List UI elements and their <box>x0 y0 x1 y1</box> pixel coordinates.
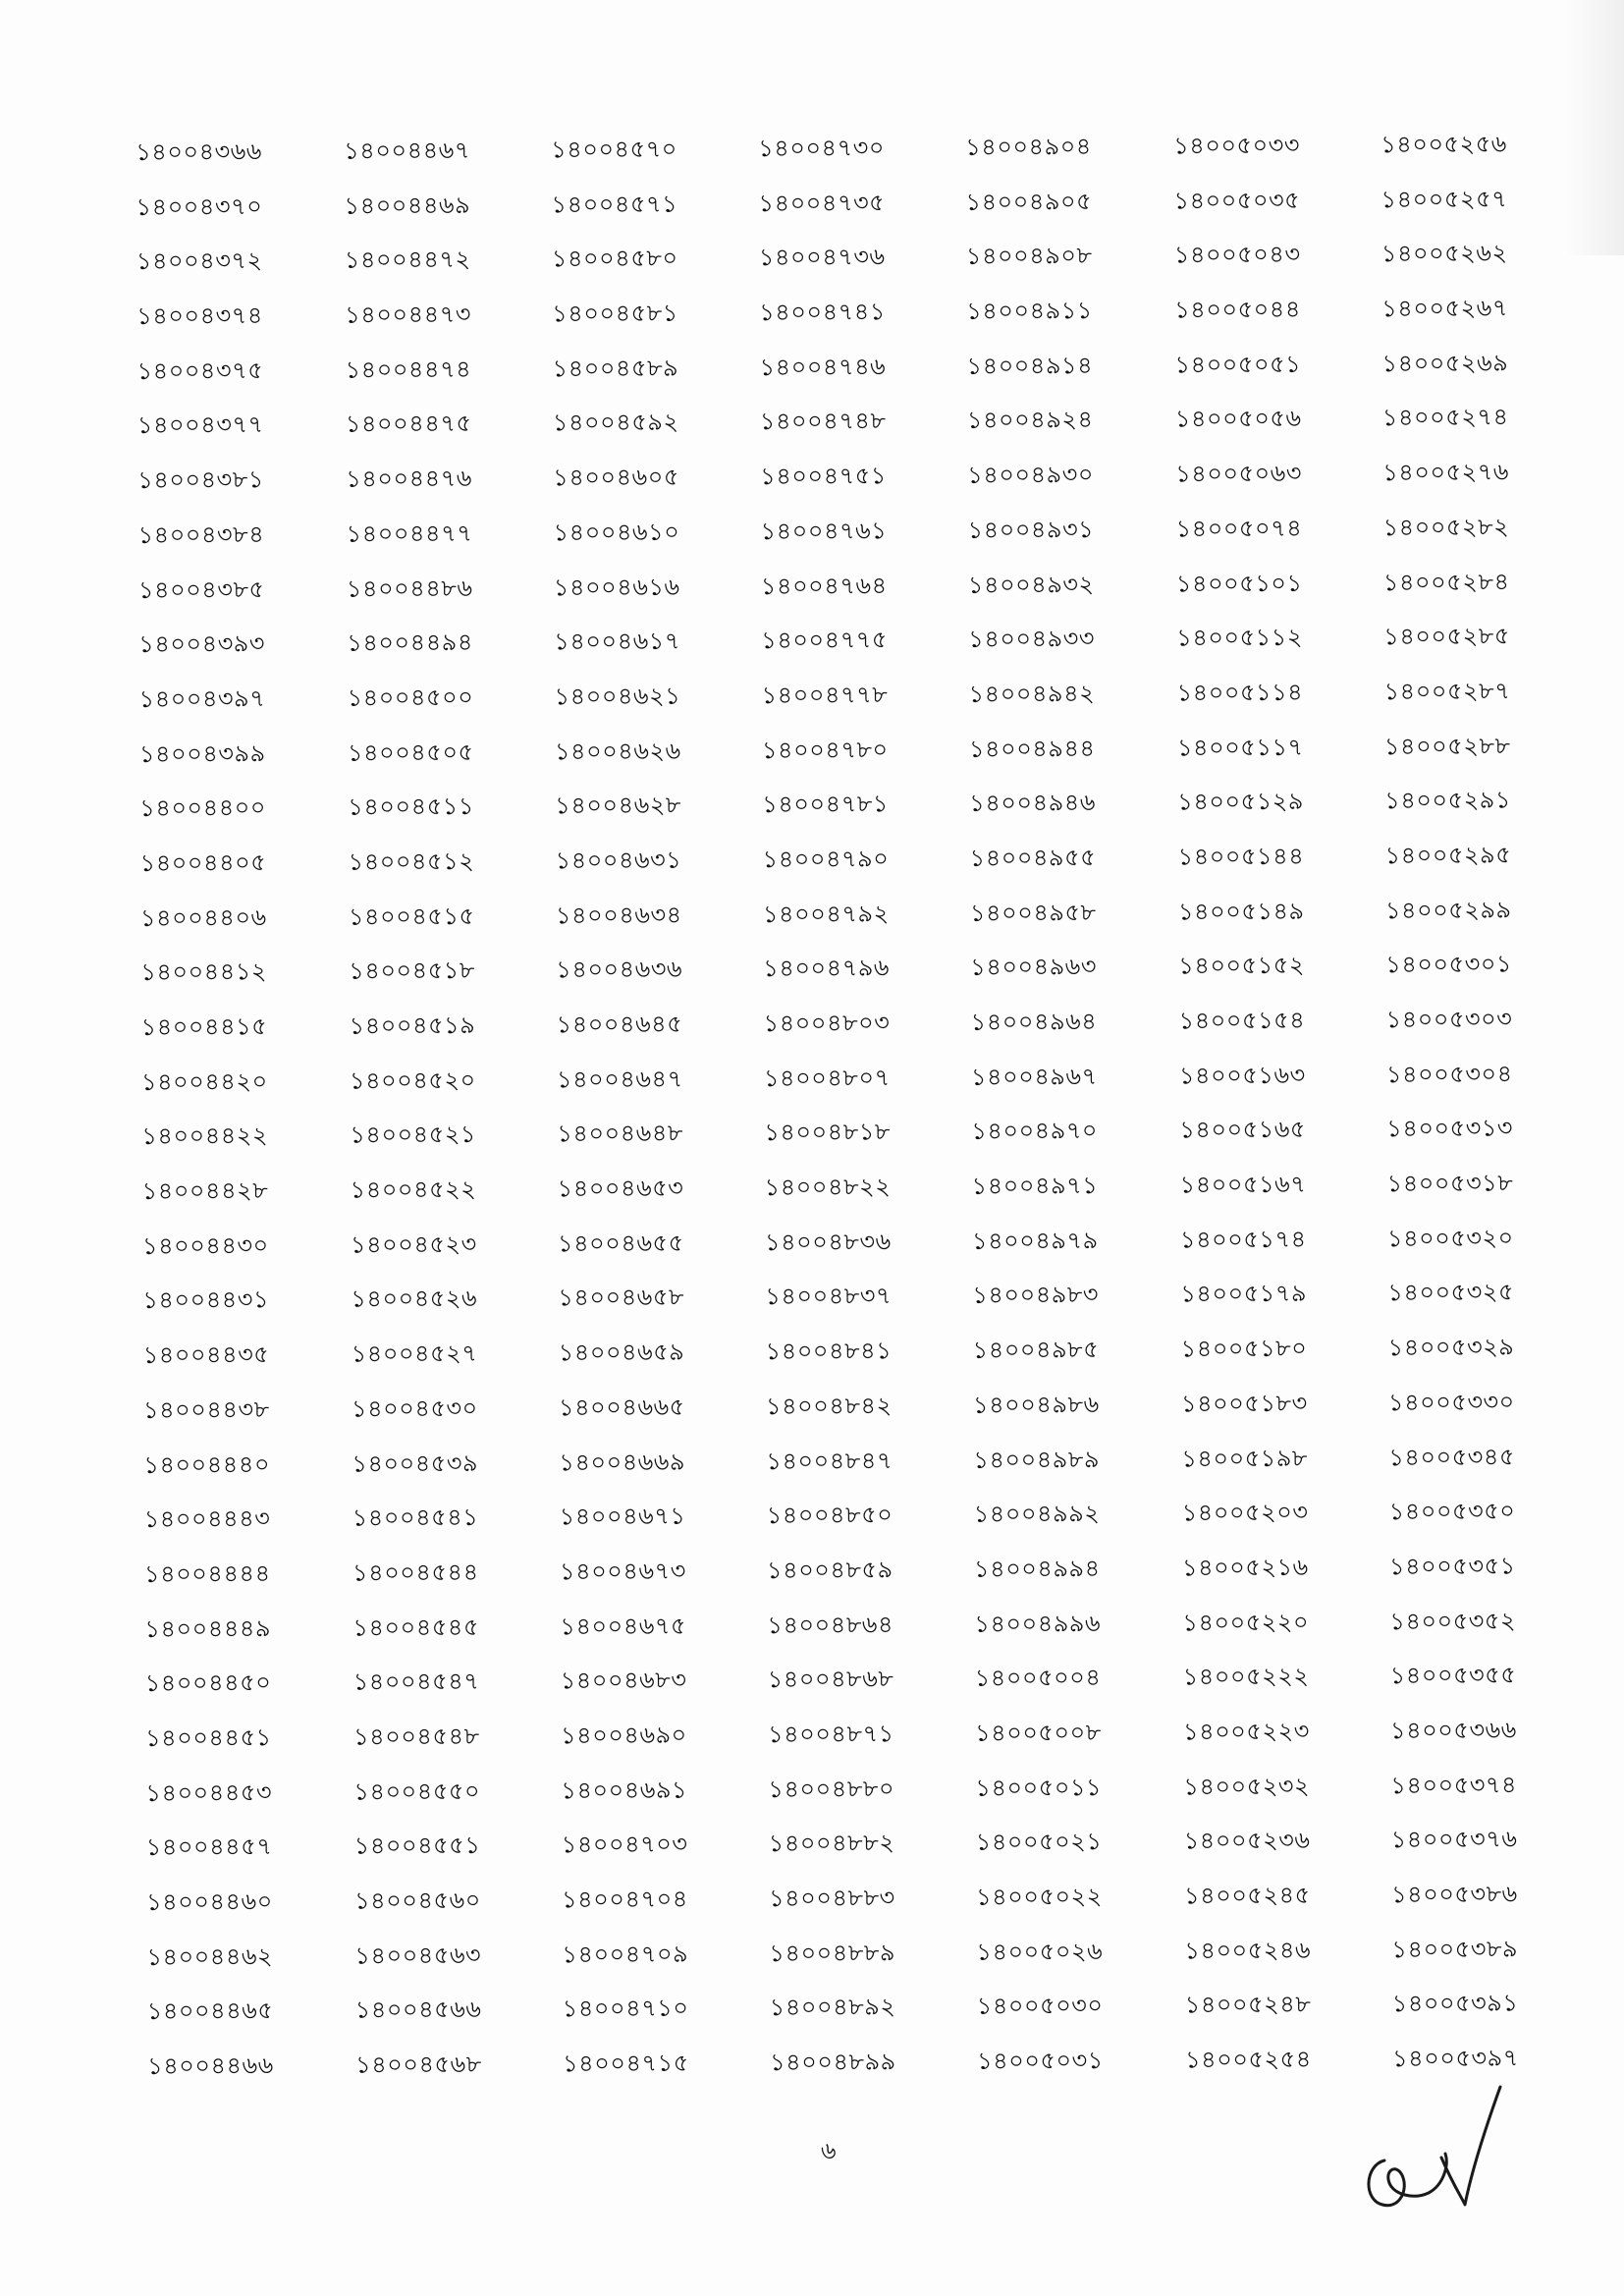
roll-number: ১৪০০৪৭৪৮ <box>759 407 887 436</box>
roll-number: ১৪০০৪৯৯৬ <box>974 1609 1102 1638</box>
roll-number: ১৪০০৪৫১৮ <box>349 957 476 986</box>
roll-number: ১৪০০৪৬২৮ <box>555 791 682 820</box>
roll-number: ১৪০০৪৯০৫ <box>965 187 1093 216</box>
roll-number: ১৪০০৪৪১২ <box>140 957 268 987</box>
roll-number: ১৪০০৪৪৬০ <box>145 1887 273 1916</box>
roll-number: ১৪০০৪৩৬৬ <box>135 137 262 166</box>
roll-number: ১৪০০৫২৫৬ <box>1380 130 1507 159</box>
roll-number: ১৪০০৪৪৪৯ <box>144 1613 272 1643</box>
roll-number: ১৪০০৫১৭৯ <box>1180 1280 1308 1308</box>
roll-number: ১৪০০৫০৩৩ <box>1173 131 1300 160</box>
roll-number: ১৪০০৪৬৫৯ <box>558 1338 685 1367</box>
roll-number: ১৪০০৪৪৭৫ <box>345 410 472 439</box>
roll-number: ১৪০০৪৯০৪ <box>965 133 1092 161</box>
roll-number: ১৪০০৫২৩২ <box>1183 1772 1311 1801</box>
roll-number: ১৪০০৪৯৭০ <box>971 1117 1099 1146</box>
roll-number: ১৪০০৪৯৭৯ <box>971 1226 1099 1255</box>
roll-number: ১৪০০৫৩৭৬ <box>1390 1825 1518 1854</box>
roll-number: ১৪০০৪৬১৬ <box>553 573 680 601</box>
roll-number: ১৪০০৪৮৪২ <box>765 1392 893 1420</box>
roll-number: ১৪০০৪৫৬০ <box>353 1886 481 1915</box>
roll-number: ১৪০০৪৩৯৯ <box>138 738 266 768</box>
roll-number: ১৪০০৪৫৪১ <box>352 1503 479 1532</box>
roll-number: ১৪০০৪৬১০ <box>553 518 680 547</box>
roll-number: ১৪০০৪৫২০ <box>349 1066 476 1095</box>
roll-number: ১৪০০৪৯৫৫ <box>969 843 1097 872</box>
roll-number: ১৪০০৪৪৭২ <box>344 246 471 275</box>
roll-column-7 <box>1380 117 1589 2087</box>
roll-number: ১৪০০৫০০৮ <box>974 1718 1102 1747</box>
roll-number: ১৪০০৪৮৮৯ <box>769 1938 896 1967</box>
roll-number: ১৪০০৪৩৭২ <box>135 246 263 276</box>
roll-number: ১৪০০৪৬৫৫ <box>557 1229 684 1258</box>
roll-column-1 <box>135 125 344 2095</box>
roll-number: ১৪০০৫৩৫০ <box>1388 1497 1516 1526</box>
roll-number: ১৪০০৪৯৮৯ <box>973 1445 1101 1474</box>
roll-number: ১৪০০৫১৬৭ <box>1179 1170 1307 1199</box>
roll-number: ১৪০০৪৫৪৫ <box>352 1613 480 1642</box>
roll-number: ১৪০০৪৭০৩ <box>561 1830 688 1859</box>
roll-number: ১৪০০৪৪০৫ <box>139 848 267 877</box>
roll-number: ১৪০০৫১২৯ <box>1177 787 1304 816</box>
roll-number: ১৪০০৪৬৩৪ <box>555 901 682 930</box>
roll-number: ১৪০০৫৩৪৫ <box>1388 1442 1516 1471</box>
roll-number: ১৪০০৪৫২৭ <box>351 1339 478 1368</box>
roll-number: ১৪০০৪৩৮৪ <box>137 520 265 549</box>
roll-number: ১৪০০৪৯৮৩ <box>972 1281 1100 1310</box>
roll-number: ১৪০০৪৫৪৪ <box>352 1558 479 1587</box>
roll-number: ১৪০০৪৭০৪ <box>561 1885 688 1914</box>
roll-number: ১৪০০৪৫২৬ <box>351 1285 478 1314</box>
roll-number: ১৪০০৪৮৭১ <box>767 1720 894 1749</box>
roll-number: ১৪০০৪৭৩০ <box>758 134 885 163</box>
roll-number: ১৪০০৪৫৩০ <box>351 1394 478 1423</box>
roll-number: ১৪০০৪৭৮০ <box>761 735 889 764</box>
roll-number: ১৪০০৪৪৫৩ <box>145 1777 273 1807</box>
roll-number: ১৪০০৫২৩৬ <box>1183 1827 1311 1855</box>
handwritten-signature <box>1355 2067 1512 2224</box>
roll-number: ১৪০০৪৯৩১ <box>967 515 1095 544</box>
roll-number: ১৪০০৫০০৪ <box>974 1664 1102 1693</box>
roll-number: ১৪০০৪৫১৫ <box>348 902 475 931</box>
roll-number: ১৪০০৪৪৩০ <box>141 1230 269 1260</box>
roll-column-2 <box>344 123 552 2093</box>
roll-number: ১৪০০৪৩৭৪ <box>136 301 263 331</box>
roll-number: ১৪০০৪৩৭৭ <box>136 410 264 440</box>
roll-number: ১৪০০৪৯৬৪ <box>970 1008 1098 1036</box>
roll-number: ১৪০০৫১০১ <box>1175 569 1303 598</box>
roll-number: ১৪০০৪৩৯৩ <box>138 629 266 659</box>
roll-number: ১৪০০৫৩২৯ <box>1387 1333 1515 1362</box>
roll-number: ১৪০০৪৭৬৪ <box>760 571 888 600</box>
roll-number: ১৪০০৪৪৮৬ <box>346 574 473 603</box>
roll-number: ১৪০০৪৯৩২ <box>967 570 1095 599</box>
roll-number: ১৪০০৫১৯৮ <box>1181 1444 1309 1473</box>
roll-number: ১৪০০৪৬৮৩ <box>560 1666 687 1695</box>
roll-number: ১৪০০৪৫৭১ <box>551 190 678 219</box>
roll-number: ১৪০০৫৩৭৪ <box>1390 1771 1518 1799</box>
roll-number: ১৪০০৪৪৩৫ <box>142 1340 270 1370</box>
roll-number: ১৪০০৪৪২০ <box>140 1066 268 1096</box>
roll-number: ১৪০০৪৪৩১ <box>142 1285 270 1315</box>
roll-number: ১৪০০৪৯৪২ <box>968 679 1096 708</box>
roll-column-5 <box>965 120 1173 2090</box>
roll-number: ১৪০০৪৬৫৩ <box>557 1174 684 1203</box>
roll-number: ১৪০০৪৩৯৭ <box>138 684 266 713</box>
roll-number: ১৪০০৪৪৭৪ <box>345 355 472 384</box>
roll-number: ১৪০০৪৬৬৯ <box>559 1448 686 1476</box>
roll-number: ১৪০০৪৪৪৪ <box>143 1559 271 1588</box>
roll-number: ১৪০০৪৭৪৬ <box>759 353 887 381</box>
roll-number: ১৪০০৪৫২২ <box>350 1175 477 1204</box>
roll-number: ১৪০০৪৮৩৬ <box>764 1228 892 1256</box>
roll-number: ১৪০০৪৪৬২ <box>146 1941 274 1971</box>
roll-number: ১৪০০৪৫৩৯ <box>352 1449 479 1478</box>
roll-number: ১৪০০৪৫৮০ <box>551 245 678 273</box>
roll-number: ১৪০০৫১১৭ <box>1176 733 1304 762</box>
roll-number: ১৪০০৪৯৩৩ <box>968 625 1096 654</box>
roll-number: ১৪০০৪৪৪০ <box>143 1449 271 1479</box>
roll-number: ১৪০০৫০৩৫ <box>1173 186 1301 215</box>
roll-number: ১৪০০৪৭১০ <box>562 1994 689 2023</box>
roll-number: ১৪০০৪৫১৯ <box>349 1011 476 1040</box>
roll-number: ১৪০০৪৭৩৬ <box>758 243 886 272</box>
roll-number: ১৪০০৪৬৫৮ <box>558 1284 685 1312</box>
roll-number: ১৪০০৪৪২৮ <box>141 1176 269 1206</box>
roll-number: ১৪০০৪৬০৫ <box>553 463 679 492</box>
roll-number: ১৪০০৫৩৯১ <box>1391 1989 1519 2018</box>
roll-number: ১৪০০৪৫৬৩ <box>354 1941 482 1970</box>
roll-number: ১৪০০৪৬৩৬ <box>556 955 683 984</box>
roll-number: ১৪০০৪৫১২ <box>348 847 475 876</box>
roll-number: ১৪০০৫৩২০ <box>1386 1224 1514 1252</box>
roll-number: ১৪০০৫২৫৭ <box>1380 185 1508 213</box>
roll-number: ১৪০০৪৪০০ <box>139 793 267 823</box>
roll-number: ১৪০০৪৮০৭ <box>763 1064 891 1092</box>
roll-number: ১৪০০৫৩৩০ <box>1387 1388 1515 1417</box>
roll-number: ১৪০০৪৯৮৫ <box>972 1336 1100 1364</box>
roll-number: ১৪০০৫৩৬৬ <box>1389 1716 1517 1745</box>
roll-number: ১৪০০৪৯৩০ <box>967 461 1094 489</box>
roll-number: ১৪০০৪৯১৪ <box>966 351 1094 380</box>
roll-number: ১৪০০৪৫৮৯ <box>552 354 679 383</box>
roll-number: ১৪০০৫০৪৩ <box>1173 241 1301 269</box>
roll-number: ১৪০০৪৩৭৫ <box>136 355 264 385</box>
roll-number: ১৪০০৪৭৬১ <box>760 517 888 545</box>
roll-number: ১৪০০৪৬২৬ <box>554 737 681 765</box>
roll-number: ১৪০০৪৬৭৫ <box>560 1612 687 1640</box>
roll-number: ১৪০০৫২০৩ <box>1181 1498 1309 1527</box>
roll-number: ১৪০০৫৩৫৫ <box>1389 1661 1517 1690</box>
roll-number: ১৪০০৫৩১৩ <box>1386 1114 1514 1143</box>
roll-number: ১৪০০৪৬৬৫ <box>558 1393 685 1422</box>
roll-number: ১৪০০৪৮৮২ <box>768 1829 895 1858</box>
roll-number: ১৪০০৫৩১৮ <box>1386 1169 1514 1198</box>
roll-number: ১৪০০৪৮৬৪ <box>767 1610 894 1639</box>
roll-number: ১৪০০৪৪৫৭ <box>145 1832 273 1862</box>
roll-number: ১৪০০৪৩৮১ <box>137 465 264 495</box>
roll-number: ১৪০০৪৮২২ <box>764 1173 892 1202</box>
roll-number: ১৪০০৪৭০৯ <box>562 1940 689 1969</box>
roll-number: ১৪০০৪৮৪১ <box>765 1337 893 1366</box>
roll-number: ১৪০০৫০৪৪ <box>1174 295 1301 324</box>
roll-number: ১৪০০৪৮৮৩ <box>768 1884 895 1913</box>
roll-number: ১৪০০৫২৮৫ <box>1383 622 1510 651</box>
roll-number: ১৪০০৪৮১৮ <box>764 1118 892 1147</box>
roll-number: ১৪০০৫১৫৪ <box>1178 1006 1306 1035</box>
roll-number: ১৪০০৪৫৫০ <box>353 1777 481 1806</box>
roll-number: ১৪০০৪৮৫০ <box>766 1501 893 1530</box>
roll-number: ১৪০০৪৭৩৫ <box>758 189 886 217</box>
roll-number: ১৪০০৪৮৩৭ <box>765 1282 893 1311</box>
roll-column-3 <box>551 122 759 2092</box>
roll-number: ১৪০০৪৪৩৮ <box>142 1395 270 1424</box>
roll-number: ১৪০০৫১৮৩ <box>1180 1389 1308 1418</box>
roll-number: ১৪০০৪৬১৭ <box>554 627 681 656</box>
roll-number: ১৪০০৫২৮৭ <box>1383 677 1511 706</box>
roll-number: ১৪০০৫২৬২ <box>1380 239 1508 268</box>
roll-number: ১৪০০৪৯৪৪ <box>968 734 1096 763</box>
roll-number-grid <box>135 117 1540 2081</box>
roll-number: ১৪০০৪৪৭৩ <box>345 300 471 329</box>
roll-number: ১৪০০৪৭৪১ <box>759 298 886 327</box>
roll-number: ১৪০০৫০৫১ <box>1174 350 1302 379</box>
roll-number: ১৪০০৪৬৯১ <box>561 1776 688 1805</box>
page-number: ৬ <box>821 2137 837 2164</box>
roll-number: ১৪০০৪৪৪৩ <box>143 1504 271 1534</box>
roll-number: ১৪০০৫৩৫১ <box>1388 1552 1516 1581</box>
roll-number: ১৪০০৫০২৬ <box>976 1937 1104 1966</box>
roll-column-4 <box>758 121 966 2091</box>
roll-number: ১৪০০৪৭৫১ <box>760 462 887 491</box>
roll-number: ১৪০০৪৫২৩ <box>350 1230 477 1259</box>
roll-number: ১৪০০৪৪৫১ <box>144 1723 272 1752</box>
roll-number: ১৪০০৫২৮৮ <box>1383 732 1511 760</box>
roll-number: ১৪০০৪৪৭৭ <box>346 519 473 548</box>
roll-number: ১৪০০৫০২১ <box>975 1828 1103 1857</box>
roll-number: ১৪০০৫১৪৪ <box>1177 842 1305 871</box>
roll-number: ১৪০০৫২৪৮ <box>1184 1991 1312 2019</box>
roll-number: ১৪০০৪৫৯২ <box>552 409 679 437</box>
roll-number: ১৪০০৪৪২২ <box>141 1121 269 1151</box>
roll-number: ১৪০০৪৫৮১ <box>552 299 678 328</box>
roll-number: ১৪০০৪৮৫৯ <box>766 1556 893 1584</box>
roll-number: ১৪০০৪৫৬৬ <box>354 1995 482 2025</box>
roll-number: ১৪০০৫০৬৩ <box>1175 459 1303 488</box>
roll-number: ১৪০০৫২২০ <box>1182 1608 1310 1637</box>
roll-number: ১৪০০৫২৪৬ <box>1184 1936 1312 1965</box>
roll-number: ১৪০০৪৪৬৭ <box>344 136 470 165</box>
roll-number: ১৪০০৪৭১৫ <box>562 2049 689 2078</box>
roll-number: ১৪০০৫৩০৪ <box>1385 1060 1513 1088</box>
roll-number: ১৪০০৪৯৯৪ <box>973 1554 1101 1583</box>
roll-number: ১৪০০৫০৫৬ <box>1174 405 1302 433</box>
roll-number: ১৪০০৪৯৪৬ <box>969 789 1097 818</box>
roll-number: ১৪০০৫২৭৪ <box>1381 403 1509 432</box>
roll-number: ১৪০০৪৪৬৫ <box>146 1996 274 2026</box>
roll-number: ১৪০০৪৫৪৭ <box>352 1667 480 1696</box>
roll-number: ১৪০০৫১১৪ <box>1176 678 1304 707</box>
roll-number: ১৪০০৪৪৬৯ <box>344 191 471 220</box>
roll-number: ১৪০০৪৯০৮ <box>965 242 1093 271</box>
roll-number: ১৪০০৫২৮৪ <box>1382 567 1510 596</box>
roll-number: ১৪০০৪৭৭৮ <box>761 681 889 709</box>
roll-number: ১৪০০৪৮৯৯ <box>769 2048 896 2077</box>
roll-number: ১৪০০৫৩০৩ <box>1385 1005 1513 1034</box>
roll-number: ১৪০০৫১১২ <box>1176 623 1303 652</box>
roll-number: ১৪০০৪৮৮০ <box>768 1774 895 1803</box>
roll-number: ১৪০০৪৫৪৮ <box>352 1722 480 1751</box>
roll-number: ১৪০০৫২২৩ <box>1182 1717 1310 1746</box>
roll-number: ১৪০০৪৬৪৮ <box>557 1119 684 1148</box>
roll-number: ১৪০০৪৪৬৬ <box>146 2051 274 2081</box>
roll-number: ১৪০০৪৯৬৩ <box>970 953 1098 982</box>
roll-number: ১৪০০৪৮৪৭ <box>766 1446 893 1475</box>
roll-number: ১৪০০৪৭৯৬ <box>763 954 891 983</box>
roll-number: ১৪০০৫৩০১ <box>1385 950 1513 979</box>
roll-number: ১৪০০৪৬৯০ <box>560 1721 687 1750</box>
roll-number: ১৪০০৪৬৪৫ <box>556 1010 683 1039</box>
roll-number: ১৪০০৫২৯১ <box>1384 786 1511 815</box>
roll-number: ১৪০০৫১৪৯ <box>1177 897 1305 926</box>
roll-number: ১৪০০৪৭৮১ <box>762 790 890 819</box>
roll-number: ১৪০০৪৯৭১ <box>971 1172 1099 1200</box>
roll-number: ১৪০০৫১৬৩ <box>1178 1061 1306 1090</box>
roll-number: ১৪০০৫২১৬ <box>1181 1553 1309 1582</box>
roll-number: ১৪০০৪৪৯৪ <box>347 629 473 657</box>
roll-number: ১৪০০৫২৪৫ <box>1183 1881 1311 1910</box>
roll-number: ১৪০০৫২৬৯ <box>1381 349 1509 377</box>
roll-number: ১৪০০৪৬৩১ <box>555 846 682 875</box>
roll-number: ১৪০০৪৩৭০ <box>135 191 263 221</box>
roll-number: ১৪০০৪৮০৩ <box>763 1009 891 1038</box>
roll-number: ১৪০০৫২৬৭ <box>1381 294 1508 323</box>
roll-number: ১৪০০৪৯২৪ <box>966 406 1094 435</box>
roll-number: ১৪০০৪৩৮৫ <box>137 574 265 604</box>
roll-number: ১৪০০৫৩৮৯ <box>1391 1935 1519 1963</box>
roll-number: ১৪০০৫৩৯৭ <box>1391 2044 1519 2073</box>
roll-number: ১৪০০৪৮৯২ <box>769 1993 896 2022</box>
roll-number: ১৪০০৪৪৭৬ <box>346 465 473 493</box>
roll-number: ১৪০০৫০২২ <box>975 1883 1103 1911</box>
roll-number: ১৪০০৫২২২ <box>1182 1662 1310 1691</box>
roll-number: ১৪০০৪৬৪৭ <box>556 1065 683 1094</box>
roll-number: ১৪০০৪৪৫০ <box>144 1668 272 1698</box>
roll-number: ১৪০০৪৫২১ <box>350 1121 477 1150</box>
roll-number: ১৪০০৫১৫২ <box>1178 952 1306 980</box>
roll-number: ১৪০০৪৫৬৮ <box>354 2050 482 2079</box>
roll-number: ১৪০০৫২৫৪ <box>1184 2045 1312 2074</box>
roll-number: ১৪০০৫১৬৫ <box>1179 1116 1307 1144</box>
roll-number: ১৪০০৫০৭৪ <box>1175 514 1303 543</box>
roll-number: ১৪০০৫১৮০ <box>1180 1334 1308 1363</box>
roll-number: ১৪০০৪৪০৬ <box>139 902 267 932</box>
roll-number: ১৪০০৪৫৭০ <box>551 135 677 164</box>
roll-number: ১৪০০৪৭৯২ <box>762 899 890 928</box>
roll-number: ১৪০০৫৩৮৬ <box>1390 1880 1518 1909</box>
roll-number: ১৪০০৫০১১ <box>975 1773 1103 1802</box>
roll-number: ১৪০০৪৫১১ <box>348 793 474 821</box>
roll-number: ১৪০০৪৮৬৮ <box>767 1665 894 1694</box>
roll-number: ১৪০০৪৯১১ <box>966 297 1093 325</box>
roll-number: ১৪০০৪৯৬৭ <box>970 1062 1098 1091</box>
roll-number: ১৪০০৫০৩১ <box>976 2047 1104 2075</box>
roll-number: ১৪০০৪৬৭৩ <box>559 1557 686 1586</box>
roll-number: ১৪০০৫০৩০ <box>976 1992 1104 2021</box>
roll-number: ১৪০০৪৯৮৬ <box>972 1390 1100 1419</box>
roll-number: ১৪০০৫৩২৫ <box>1387 1278 1515 1307</box>
roll-number: ১৪০০৪৬২১ <box>554 682 681 711</box>
roll-number: ১৪০০৫২৯৯ <box>1384 896 1512 924</box>
roll-number: ১৪০০৫১৭৪ <box>1179 1225 1307 1254</box>
roll-number: ১৪০০৪৫০৫ <box>347 738 474 767</box>
roll-number: ১৪০০৪৯৫৮ <box>969 898 1097 927</box>
roll-number: ১৪০০৪৭৭৫ <box>761 626 889 655</box>
roll-number: ১৪০০৪৫৫১ <box>353 1831 481 1860</box>
roll-number: ১৪০০৪৫০০ <box>347 683 474 712</box>
roll-number: ১৪০০৪৬৭১ <box>559 1502 686 1531</box>
roll-number: ১৪০০৪৭৯০ <box>762 845 890 874</box>
roll-column-6 <box>1173 118 1381 2088</box>
roll-number: ১৪০০৪৪১৫ <box>140 1012 268 1041</box>
roll-number: ১৪০০৪৯৯২ <box>973 1500 1101 1528</box>
roll-number: ১৪০০৫২৭৬ <box>1382 458 1510 487</box>
roll-number: ১৪০০৫২৯৫ <box>1384 841 1512 870</box>
roll-number: ১৪০০৫২৮২ <box>1382 513 1510 542</box>
roll-number: ১৪০০৫৩৫২ <box>1389 1607 1517 1635</box>
